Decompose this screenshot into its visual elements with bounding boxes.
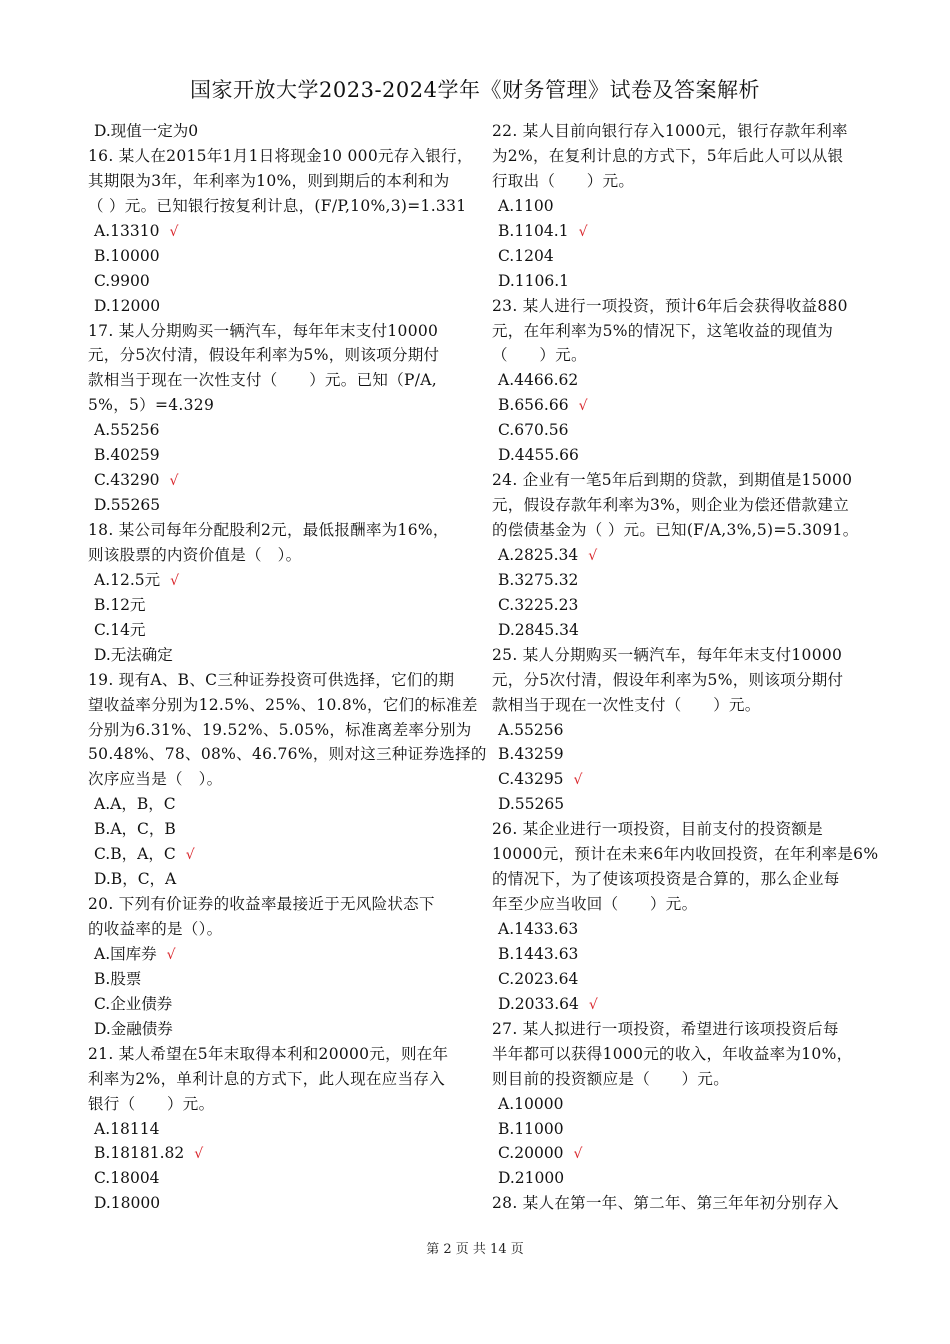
question-text-line — [492, 1067, 887, 1092]
option-text: D.金融债券 — [94, 1019, 173, 1038]
question-text: 银行（ ）元。 — [88, 1094, 215, 1113]
answer-option — [88, 967, 483, 992]
left-column — [88, 119, 487, 1216]
question-text: 望收益率分别为12.5%、25%、10.8%，它们的标准差 — [88, 695, 478, 714]
option-text: A.18114 — [94, 1119, 160, 1138]
correct-answer-check-icon: √ — [573, 772, 583, 789]
question-text-line — [492, 1191, 887, 1216]
option-text: D.4455.66 — [498, 446, 579, 465]
answer-option — [492, 269, 887, 294]
question-text-line — [88, 718, 483, 743]
question-text-line — [492, 343, 887, 368]
answer-option — [492, 393, 887, 418]
question-text-line — [88, 767, 483, 792]
correct-answer-check-icon: √ — [588, 547, 598, 564]
option-text: C.670.56 — [498, 421, 569, 440]
option-text: D.2845.34 — [498, 620, 579, 639]
option-text: B.A，C，B — [94, 820, 176, 839]
option-text: B.1443.63 — [498, 944, 579, 963]
question-text-line — [492, 1017, 887, 1042]
question-text: 23. 某人进行一项投资，预计6年后会获得收益880 — [492, 296, 848, 315]
correct-answer-check-icon: √ — [578, 398, 588, 415]
question-text-line — [492, 144, 887, 169]
question-text-line — [492, 119, 887, 144]
answer-option — [88, 1017, 483, 1042]
question-text: 则该股票的内资价值是（ ）。 — [88, 545, 302, 564]
option-text: A.12.5元 — [94, 570, 161, 589]
answer-option — [492, 967, 887, 992]
answer-option — [492, 244, 887, 269]
option-text: D.无法确定 — [94, 645, 173, 664]
answer-option — [492, 1092, 887, 1117]
option-text: B.3275.32 — [498, 570, 579, 589]
question-text-line — [492, 169, 887, 194]
question-text-line — [88, 668, 483, 693]
question-text-line — [88, 144, 483, 169]
question-text: 19. 现有A、B、C三种证券投资可供选择，它们的期 — [88, 670, 455, 689]
option-text: B.1104.1 — [498, 221, 569, 240]
question-text: 21. 某人希望在5年末取得本利和20000元，则在年 — [88, 1044, 449, 1063]
option-text: C.3225.23 — [498, 595, 579, 614]
question-text: 25. 某人分期购买一辆汽车，每年年末支付10000 — [492, 645, 843, 664]
question-text: 次序应当是（ ）。 — [88, 770, 223, 789]
option-text: A.10000 — [498, 1094, 564, 1113]
question-text-line — [88, 393, 483, 418]
correct-answer-check-icon: √ — [185, 847, 195, 864]
question-text: 利率为2%，单利计息的方式下，此人现在应当存入 — [88, 1069, 445, 1088]
option-text: C.B，A，C — [94, 845, 176, 864]
answer-option — [88, 792, 483, 817]
answer-option — [88, 219, 483, 244]
question-text: 分别为6.31%、19.52%、5.05%，标准离差率分别为 — [88, 720, 472, 739]
answer-option — [88, 443, 483, 468]
question-text-line — [492, 842, 887, 867]
answer-option — [492, 718, 887, 743]
option-text: A.1433.63 — [498, 920, 579, 938]
option-text: D.B，C，A — [94, 870, 177, 889]
question-text-line — [492, 1042, 887, 1067]
option-text: B.18181.82 — [94, 1144, 185, 1163]
question-text-line — [492, 518, 887, 543]
option-text: C.14元 — [94, 620, 146, 639]
question-text: 5%，5）=4.329 — [88, 396, 215, 415]
answer-option — [88, 1117, 483, 1142]
question-text-line — [88, 368, 483, 393]
answer-option — [492, 992, 887, 1017]
option-text: D.12000 — [94, 296, 161, 315]
option-text: B.12元 — [94, 595, 146, 614]
question-text: 26. 某企业进行一项投资，目前支付的投资额是 — [492, 820, 823, 839]
option-text: C.43295 — [498, 770, 564, 789]
question-text-line — [88, 1042, 483, 1067]
question-text-line — [88, 194, 483, 219]
correct-answer-check-icon: √ — [194, 1146, 204, 1163]
option-text: A.4466.62 — [498, 371, 579, 390]
answer-option — [88, 568, 483, 593]
option-text: D.55265 — [94, 496, 161, 515]
answer-option — [88, 942, 483, 967]
question-text-line — [88, 169, 483, 194]
right-column — [492, 119, 887, 1216]
option-text: B.656.66 — [498, 396, 569, 415]
option-text: D.现值一定为0 — [94, 122, 199, 140]
option-text: B.10000 — [94, 246, 160, 265]
question-text-line — [88, 319, 483, 344]
question-text-line — [88, 1067, 483, 1092]
question-text: 元，分5次付清，假设年利率为5%，则该项分期付 — [492, 670, 844, 689]
question-text-line — [492, 643, 887, 668]
answer-option — [88, 418, 483, 443]
option-text: D.1106.1 — [498, 271, 570, 290]
answer-option — [492, 1141, 887, 1166]
page-footer: 第 2 页 共 14 页 — [426, 1242, 524, 1257]
answer-option — [88, 593, 483, 618]
answer-option — [492, 194, 887, 219]
answer-option — [492, 942, 887, 967]
option-text: C.2023.64 — [498, 969, 579, 988]
correct-answer-check-icon: √ — [573, 1146, 583, 1163]
question-text: 28. 某人在第一年、第二年、第三年年初分别存入 — [492, 1194, 839, 1213]
question-text-line — [88, 518, 483, 543]
answer-option — [492, 792, 887, 817]
option-text: D.55265 — [498, 795, 565, 814]
correct-answer-check-icon: √ — [588, 996, 598, 1013]
answer-option — [88, 269, 483, 294]
option-text: C.1204 — [498, 246, 554, 265]
question-text: 则目前的投资额应是（ ）元。 — [492, 1069, 730, 1088]
question-text-line — [492, 892, 887, 917]
option-text: C.20000 — [498, 1144, 564, 1163]
answer-option — [88, 1191, 483, 1216]
correct-answer-check-icon: √ — [169, 223, 179, 240]
option-text: B.43259 — [498, 745, 564, 764]
answer-option — [492, 543, 887, 568]
answer-option — [88, 1166, 483, 1191]
option-text: C.18004 — [94, 1169, 160, 1188]
correct-answer-check-icon: √ — [578, 223, 588, 240]
answer-option — [492, 767, 887, 792]
question-text: 27. 某人拟进行一项投资，希望进行该项投资后每 — [492, 1019, 839, 1038]
option-text: C.9900 — [94, 271, 150, 290]
question-text: 元，在年利率为5%的情况下，这笔收益的现值为 — [492, 321, 834, 340]
answer-option — [492, 418, 887, 443]
correct-answer-check-icon: √ — [169, 473, 179, 490]
option-text: A.2825.34 — [498, 545, 579, 564]
answer-option — [492, 368, 887, 393]
answer-option — [492, 568, 887, 593]
option-text: D.21000 — [498, 1169, 565, 1188]
question-text-line — [492, 668, 887, 693]
answer-option — [492, 1166, 887, 1191]
question-text-line — [492, 493, 887, 518]
answer-option — [88, 1141, 483, 1166]
answer-option — [492, 917, 887, 942]
question-text-line — [492, 867, 887, 892]
answer-option — [88, 119, 483, 144]
option-text: B.11000 — [498, 1119, 564, 1138]
question-text: 行取出（ ）元。 — [492, 171, 635, 190]
question-text-line — [88, 892, 483, 917]
question-text: 元，分5次付清，假设年利率为5%，则该项分期付 — [88, 346, 440, 365]
answer-option — [88, 867, 483, 892]
question-text: 为2%，在复利计息的方式下，5年后此人可以从银 — [492, 146, 844, 165]
page-title: 国家开放大学2023-2024学年《财务管理》试卷及答案解析 — [190, 78, 760, 102]
question-text-line — [492, 319, 887, 344]
question-text: 20. 下列有价证券的收益率最接近于无风险状态下 — [88, 895, 435, 914]
question-text: 50.48%、78、08%、46.76%，则对这三种证券选择的 — [88, 745, 487, 764]
question-text-line — [88, 1092, 483, 1117]
question-text: （ ）元。已知银行按复利计息，(F/P,10%,3)=1.331 — [88, 196, 467, 215]
question-text: 22. 某人目前向银行存入1000元，银行存款年利率 — [492, 122, 848, 140]
question-text: 的偿债基金为（ ）元。已知(F/A,3%,5)=5.3091。 — [492, 521, 859, 539]
answer-option — [88, 992, 483, 1017]
answer-option — [88, 643, 483, 668]
correct-answer-check-icon: √ — [170, 572, 180, 589]
answer-option — [88, 817, 483, 842]
question-text-line — [88, 693, 483, 718]
answer-option — [492, 742, 887, 767]
question-text: 的收益率的是（）。 — [88, 920, 223, 938]
answer-option — [88, 468, 483, 493]
question-text: 年至少应当收回（ ）元。 — [492, 895, 698, 914]
option-text: B.40259 — [94, 446, 160, 465]
option-text: D.18000 — [94, 1194, 161, 1213]
question-text: 半年都可以获得1000元的收入，年收益率为10%， — [492, 1044, 853, 1063]
question-text: 的情况下，为了使该项投资是合算的，那么企业每 — [492, 870, 840, 889]
answer-option — [88, 842, 483, 867]
option-text: A.55256 — [498, 720, 564, 739]
question-text-line — [88, 742, 487, 767]
question-text: 17. 某人分期购买一辆汽车，每年年末支付10000 — [88, 321, 439, 340]
question-text: 款相当于现在一次性支付（ ）元。已知（P/A, — [88, 371, 437, 390]
answer-option — [492, 443, 887, 468]
answer-option — [88, 244, 483, 269]
option-text: A.A，B，C — [94, 795, 176, 814]
answer-option — [492, 618, 887, 643]
question-text: 10000元，预计在未来6年内收回投资，在年利率是6% — [492, 845, 879, 864]
question-text-line — [88, 543, 483, 568]
question-text-line — [492, 817, 887, 842]
answer-option — [492, 593, 887, 618]
question-text: 18. 某公司每年分配股利2元，最低报酬率为16%， — [88, 521, 449, 539]
question-text: 24. 企业有一笔5年后到期的贷款，到期值是15000 — [492, 471, 853, 490]
answer-option — [88, 493, 483, 518]
answer-option — [88, 294, 483, 319]
option-text: D.2033.64 — [498, 994, 579, 1013]
option-text: B.股票 — [94, 969, 142, 988]
option-text: C.企业债券 — [94, 994, 173, 1013]
question-text-line — [492, 468, 887, 493]
question-text: 元，假设存款年利率为3%，则企业为偿还借款建立 — [492, 496, 849, 515]
answer-option — [88, 618, 483, 643]
question-text-line — [492, 294, 887, 319]
question-text-line — [88, 343, 483, 368]
correct-answer-check-icon: √ — [166, 946, 176, 963]
option-text: A.55256 — [94, 421, 160, 440]
question-text: （ ）元。 — [492, 346, 587, 365]
option-text: A.1100 — [498, 196, 554, 215]
question-text-line — [492, 693, 887, 718]
option-text: A.国库券 — [94, 944, 157, 963]
option-text: A.13310 — [94, 221, 160, 240]
question-text-line — [88, 917, 483, 942]
question-text: 16. 某人在2015年1月1日将现金10 000元存入银行， — [88, 146, 473, 165]
answer-option — [492, 219, 887, 244]
question-text: 其期限为3年，年利率为10%，则到期后的本利和为 — [88, 171, 450, 190]
answer-option — [492, 1117, 887, 1142]
question-text: 款相当于现在一次性支付（ ）元。 — [492, 695, 761, 714]
option-text: C.43290 — [94, 471, 160, 490]
